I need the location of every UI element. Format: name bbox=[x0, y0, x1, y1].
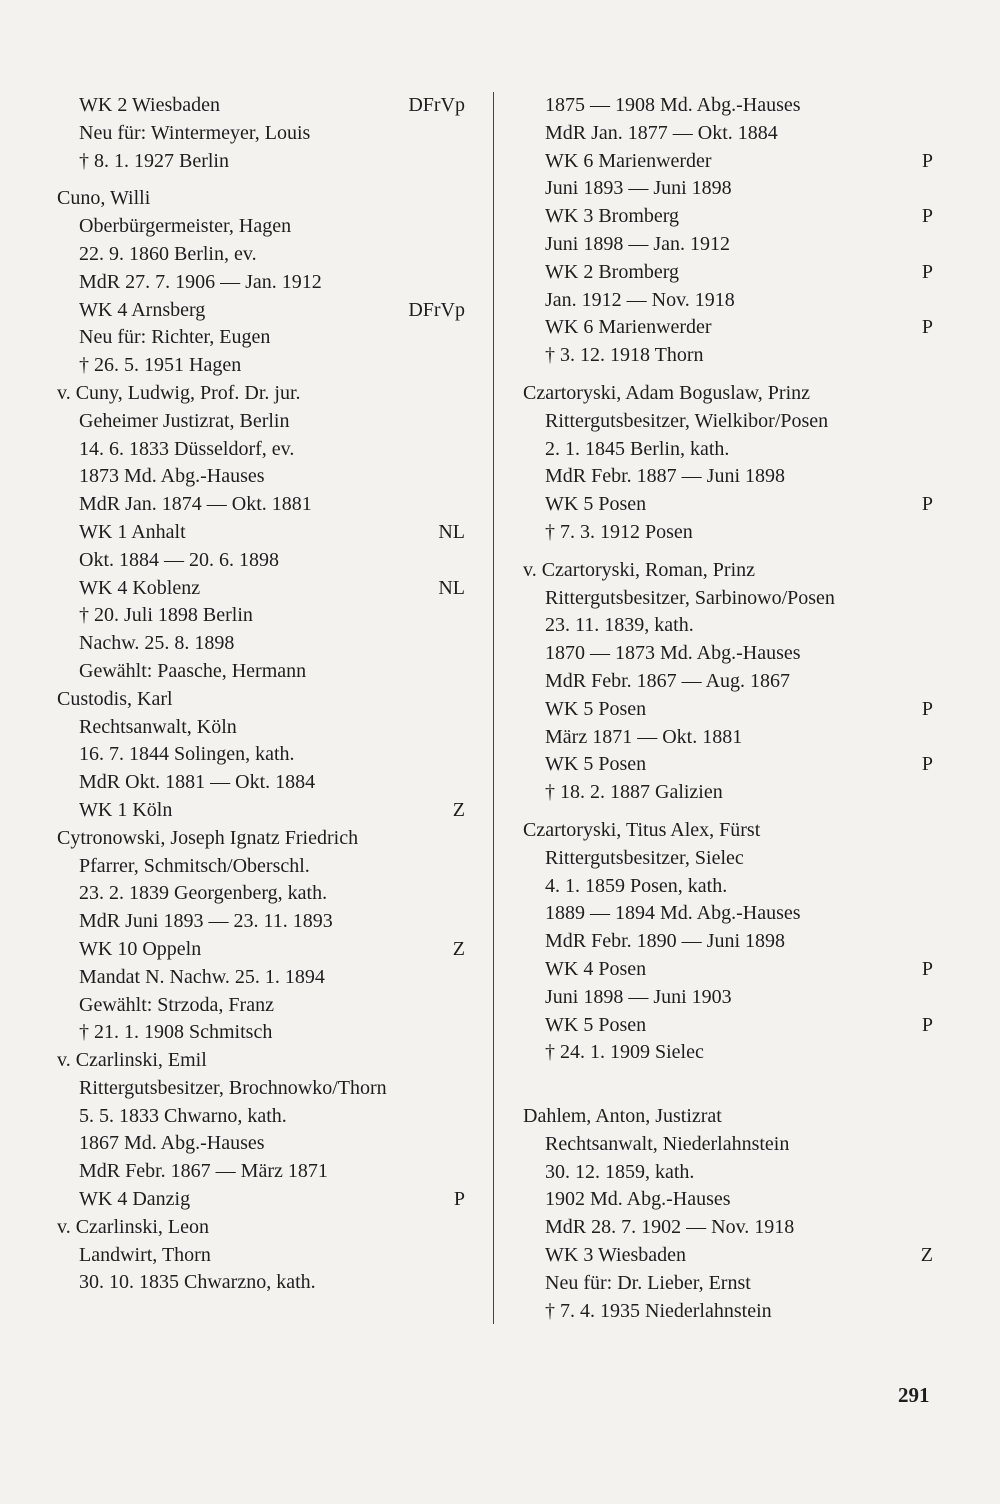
entry-name-line bbox=[523, 380, 933, 408]
entry-detail-line bbox=[57, 1242, 465, 1270]
line-text: 4. 1. 1859 Posen, kath. bbox=[545, 874, 728, 897]
line-text: 1902 Md. Abg.-Hauses bbox=[545, 1188, 731, 1211]
entry-detail-line bbox=[57, 880, 465, 908]
line-text: Nachw. 25. 8. 1898 bbox=[79, 632, 235, 655]
line-text: 1867 Md. Abg.-Hauses bbox=[79, 1132, 265, 1155]
entry-detail-line bbox=[57, 769, 465, 797]
line-text: † 7. 4. 1935 Niederlahnstein bbox=[545, 1299, 772, 1322]
party-label: P bbox=[921, 697, 933, 720]
entry-detail-line bbox=[57, 352, 465, 380]
line-text: v. Cuny, Ludwig, Prof. Dr. jur. bbox=[57, 381, 301, 404]
line-text: MdR Febr. 1867 — Aug. 1867 bbox=[545, 669, 791, 692]
line-text: Neu für: Dr. Lieber, Ernst bbox=[545, 1271, 751, 1294]
line-text: 30. 10. 1835 Chwarzno, kath. bbox=[79, 1271, 316, 1294]
entry-spacer bbox=[523, 370, 933, 380]
entry-detail-line bbox=[523, 928, 933, 956]
entry-detail-line bbox=[523, 696, 933, 724]
line-text: † 20. Juli 1898 Berlin bbox=[79, 604, 253, 627]
line-text: März 1871 — Okt. 1881 bbox=[545, 725, 743, 748]
entry-detail-line bbox=[57, 213, 465, 241]
entry-name-line bbox=[523, 1103, 933, 1131]
entry-detail-line bbox=[523, 1270, 933, 1298]
line-text: † 26. 5. 1951 Hagen bbox=[79, 354, 242, 377]
entry-detail-line bbox=[57, 630, 465, 658]
entry-name-line bbox=[57, 825, 465, 853]
entry-detail-line bbox=[57, 1269, 465, 1297]
line-text: Neu für: Wintermeyer, Louis bbox=[79, 121, 311, 144]
line-text: Czartoryski, Adam Boguslaw, Prinz bbox=[523, 381, 811, 404]
entry-detail-line bbox=[57, 992, 465, 1020]
line-text: Gewählt: Strzoda, Franz bbox=[79, 993, 274, 1016]
party-label: Z bbox=[452, 798, 465, 821]
line-text: MdR Febr. 1887 — Juni 1898 bbox=[545, 465, 786, 488]
entry-detail-line bbox=[523, 408, 933, 436]
line-text: WK 4 Posen bbox=[545, 957, 647, 980]
line-text: WK 5 Posen bbox=[545, 697, 647, 720]
line-text: Czartoryski, Titus Alex, Fürst bbox=[523, 818, 761, 841]
line-text: 16. 7. 1844 Solingen, kath. bbox=[79, 743, 295, 766]
party-label: P bbox=[921, 260, 933, 283]
entry-detail-line bbox=[523, 984, 933, 1012]
line-text: 1889 — 1894 Md. Abg.-Hauses bbox=[545, 902, 801, 925]
line-text: Pfarrer, Schmitsch/Oberschl. bbox=[79, 854, 310, 877]
party-label: P bbox=[921, 205, 933, 228]
entry-detail-line bbox=[523, 287, 933, 315]
entry-detail-line bbox=[523, 203, 933, 231]
entry-detail-line bbox=[523, 92, 933, 120]
line-text: † 3. 12. 1918 Thorn bbox=[545, 344, 704, 367]
entry-name-line bbox=[57, 380, 465, 408]
entry-detail-line bbox=[57, 148, 465, 176]
line-text: 2. 1. 1845 Berlin, kath. bbox=[545, 437, 730, 460]
line-text: Juni 1893 — Juni 1898 bbox=[545, 177, 732, 200]
entry-detail-line bbox=[523, 148, 933, 176]
line-text: WK 6 Marienwerder bbox=[545, 149, 712, 172]
party-label: Z bbox=[920, 1244, 933, 1267]
entry-detail-line bbox=[57, 908, 465, 936]
line-text: WK 2 Bromberg bbox=[545, 260, 680, 283]
line-text: WK 5 Posen bbox=[545, 493, 647, 516]
party-label: P bbox=[453, 1188, 465, 1211]
entry-detail-line bbox=[523, 845, 933, 873]
line-text: Rechtsanwalt, Köln bbox=[79, 715, 237, 738]
line-text: Neu für: Richter, Eugen bbox=[79, 326, 271, 349]
entry-detail-line bbox=[57, 964, 465, 992]
entry-detail-line bbox=[523, 1039, 933, 1067]
line-text: MdR Febr. 1867 — März 1871 bbox=[79, 1160, 328, 1183]
line-text: WK 5 Posen bbox=[545, 753, 647, 776]
line-text: WK 3 Bromberg bbox=[545, 205, 680, 228]
entry-spacer bbox=[523, 1067, 933, 1103]
line-text: WK 1 Köln bbox=[79, 798, 173, 821]
line-text: MdR 27. 7. 1906 — Jan. 1912 bbox=[79, 270, 322, 293]
entry-detail-line bbox=[523, 519, 933, 547]
entry-detail-line bbox=[57, 297, 465, 325]
line-text: Gewählt: Paasche, Hermann bbox=[79, 659, 307, 682]
party-label: P bbox=[921, 493, 933, 516]
entry-detail-line bbox=[523, 1214, 933, 1242]
entry-detail-line bbox=[523, 779, 933, 807]
party-label: NL bbox=[438, 576, 465, 599]
line-text: Rechtsanwalt, Niederlahnstein bbox=[545, 1132, 790, 1155]
entry-detail-line bbox=[57, 1186, 465, 1214]
entry-detail-line bbox=[523, 175, 933, 203]
line-text: WK 4 Arnsberg bbox=[79, 298, 206, 321]
right-column bbox=[523, 92, 933, 1325]
line-text: Oberbürgermeister, Hagen bbox=[79, 215, 292, 238]
line-text: Geheimer Justizrat, Berlin bbox=[79, 409, 290, 432]
line-text: WK 1 Anhalt bbox=[79, 520, 186, 543]
party-label: NL bbox=[438, 520, 465, 543]
line-text: WK 3 Wiesbaden bbox=[545, 1244, 687, 1267]
line-text: † 18. 2. 1887 Galizien bbox=[545, 781, 723, 804]
entry-detail-line bbox=[523, 668, 933, 696]
line-text: WK 4 Koblenz bbox=[79, 576, 201, 599]
entry-detail-line bbox=[57, 602, 465, 630]
entry-detail-line bbox=[57, 936, 465, 964]
line-text: MdR Juni 1893 — 23. 11. 1893 bbox=[79, 910, 333, 933]
entry-detail-line bbox=[57, 1158, 465, 1186]
entry-detail-line bbox=[57, 408, 465, 436]
entry-detail-line bbox=[523, 900, 933, 928]
entry-detail-line bbox=[523, 314, 933, 342]
line-text: 22. 9. 1860 Berlin, ev. bbox=[79, 242, 257, 265]
line-text: Mandat N. Nachw. 25. 1. 1894 bbox=[79, 965, 325, 988]
line-text: 30. 12. 1859, kath. bbox=[545, 1160, 695, 1183]
entry-detail-line bbox=[523, 1298, 933, 1326]
left-column bbox=[57, 92, 465, 1297]
entry-spacer bbox=[523, 807, 933, 817]
entry-detail-line bbox=[523, 1242, 933, 1270]
line-text: MdR Okt. 1881 — Okt. 1884 bbox=[79, 771, 316, 794]
line-text: WK 5 Posen bbox=[545, 1013, 647, 1036]
entry-detail-line bbox=[523, 873, 933, 901]
entry-detail-line bbox=[57, 92, 465, 120]
entry-detail-line bbox=[57, 797, 465, 825]
entry-detail-line bbox=[57, 120, 465, 148]
line-text: Juni 1898 — Jan. 1912 bbox=[545, 232, 730, 255]
column-divider bbox=[493, 92, 494, 1324]
entry-detail-line bbox=[57, 1075, 465, 1103]
entry-detail-line bbox=[523, 231, 933, 259]
entry-detail-line bbox=[523, 751, 933, 779]
entry-detail-line bbox=[57, 324, 465, 352]
entry-detail-line bbox=[523, 612, 933, 640]
line-text: 23. 11. 1839, kath. bbox=[545, 614, 694, 637]
entry-name-line bbox=[57, 1047, 465, 1075]
entry-detail-line bbox=[57, 658, 465, 686]
line-text: v. Czarlinski, Leon bbox=[57, 1215, 210, 1238]
entry-detail-line bbox=[57, 714, 465, 742]
line-text: WK 2 Wiesbaden bbox=[79, 94, 221, 116]
line-text: Dahlem, Anton, Justizrat bbox=[523, 1105, 722, 1128]
line-text: Cuno, Willi bbox=[57, 187, 151, 210]
party-label: P bbox=[921, 753, 933, 776]
entry-detail-line bbox=[523, 491, 933, 519]
line-text: Rittergutsbesitzer, Brochnowko/Thorn bbox=[79, 1076, 387, 1099]
entry-detail-line bbox=[523, 436, 933, 464]
entry-detail-line bbox=[57, 519, 465, 547]
line-text: 14. 6. 1833 Düsseldorf, ev. bbox=[79, 437, 295, 460]
line-text: Cytronowski, Joseph Ignatz Friedrich bbox=[57, 826, 359, 849]
line-text: Juni 1898 — Juni 1903 bbox=[545, 985, 732, 1008]
line-text: Rittergutsbesitzer, Sielec bbox=[545, 846, 744, 869]
party-label: DFrVp bbox=[408, 298, 465, 321]
party-label: P bbox=[921, 957, 933, 980]
entry-name-line bbox=[57, 1214, 465, 1242]
entry-detail-line bbox=[57, 1130, 465, 1158]
party-label: DFrVp bbox=[408, 94, 465, 116]
line-text: MdR Febr. 1890 — Juni 1898 bbox=[545, 930, 786, 953]
line-text: Landwirt, Thorn bbox=[79, 1243, 211, 1266]
entry-detail-line bbox=[57, 741, 465, 769]
entry-detail-line bbox=[523, 1159, 933, 1187]
line-text: 5. 5. 1833 Chwarno, kath. bbox=[79, 1104, 287, 1127]
line-text: Custodis, Karl bbox=[57, 687, 173, 710]
entry-detail-line bbox=[57, 853, 465, 881]
entry-detail-line bbox=[57, 269, 465, 297]
line-text: MdR Jan. 1877 — Okt. 1884 bbox=[545, 121, 778, 144]
entry-detail-line bbox=[523, 585, 933, 613]
entry-detail-line bbox=[57, 241, 465, 269]
line-text: † 24. 1. 1909 Sielec bbox=[545, 1041, 704, 1064]
entry-detail-line bbox=[523, 342, 933, 370]
line-text: 1875 — 1908 Md. Abg.-Hauses bbox=[545, 94, 801, 116]
entry-detail-line bbox=[523, 724, 933, 752]
line-text: 23. 2. 1839 Georgenberg, kath. bbox=[79, 882, 328, 905]
entry-detail-line bbox=[57, 436, 465, 464]
line-text: † 8. 1. 1927 Berlin bbox=[79, 149, 229, 172]
line-text: Rittergutsbesitzer, Sarbinowo/Posen bbox=[545, 586, 835, 609]
line-text: MdR Jan. 1874 — Okt. 1881 bbox=[79, 493, 312, 516]
entry-detail-line bbox=[57, 491, 465, 519]
line-text: v. Czarlinski, Emil bbox=[57, 1049, 207, 1072]
line-text: † 21. 1. 1908 Schmitsch bbox=[79, 1021, 273, 1044]
entry-detail-line bbox=[57, 547, 465, 575]
entry-detail-line bbox=[523, 1012, 933, 1040]
line-text: Okt. 1884 — 20. 6. 1898 bbox=[79, 548, 279, 571]
line-text: Jan. 1912 — Nov. 1918 bbox=[545, 288, 735, 311]
line-text: MdR 28. 7. 1902 — Nov. 1918 bbox=[545, 1216, 795, 1239]
party-label: P bbox=[921, 1013, 933, 1036]
page-number: 291 bbox=[898, 1383, 930, 1407]
entry-detail-line bbox=[57, 575, 465, 603]
entry-name-line bbox=[57, 686, 465, 714]
entry-spacer bbox=[57, 175, 465, 185]
entry-spacer bbox=[523, 547, 933, 557]
entry-detail-line bbox=[523, 259, 933, 287]
entry-name-line bbox=[523, 557, 933, 585]
line-text: WK 6 Marienwerder bbox=[545, 316, 712, 339]
entry-detail-line bbox=[523, 640, 933, 668]
entry-name-line bbox=[523, 817, 933, 845]
line-text: 1870 — 1873 Md. Abg.-Hauses bbox=[545, 642, 801, 665]
party-label: Z bbox=[452, 937, 465, 960]
entry-detail-line bbox=[523, 120, 933, 148]
entry-detail-line bbox=[523, 956, 933, 984]
entry-name-line bbox=[57, 185, 465, 213]
line-text: WK 4 Danzig bbox=[79, 1188, 191, 1211]
entry-detail-line bbox=[57, 463, 465, 491]
entry-detail-line bbox=[523, 1186, 933, 1214]
entry-detail-line bbox=[57, 1019, 465, 1047]
line-text: v. Czartoryski, Roman, Prinz bbox=[523, 558, 756, 581]
entry-detail-line bbox=[523, 1131, 933, 1159]
party-label: P bbox=[921, 149, 933, 172]
entry-detail-line bbox=[57, 1103, 465, 1131]
entry-detail-line bbox=[523, 463, 933, 491]
line-text: 1873 Md. Abg.-Hauses bbox=[79, 465, 265, 488]
line-text: WK 10 Oppeln bbox=[79, 937, 202, 960]
line-text: † 7. 3. 1912 Posen bbox=[545, 520, 693, 543]
line-text: Rittergutsbesitzer, Wielkibor/Posen bbox=[545, 409, 829, 432]
party-label: P bbox=[921, 316, 933, 339]
